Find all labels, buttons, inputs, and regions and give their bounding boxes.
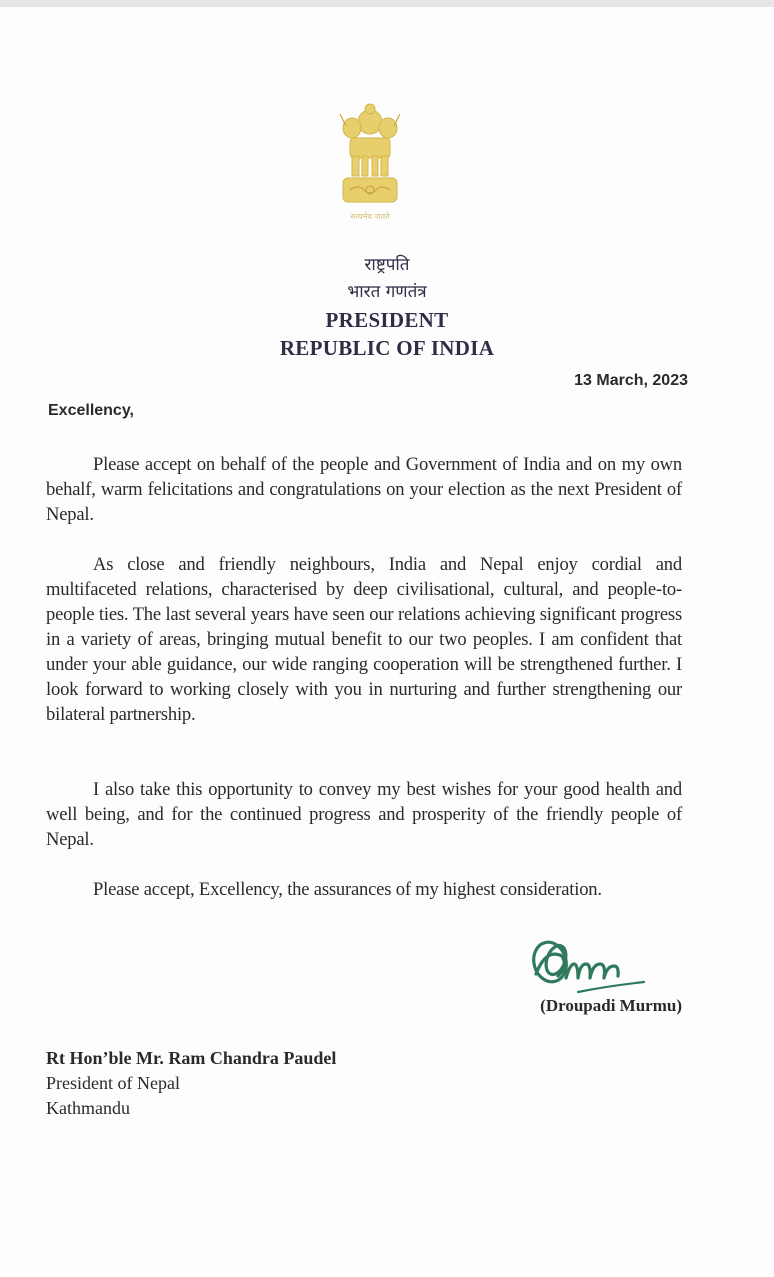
emblem-motto: सत्यमेव जयते — [350, 212, 390, 221]
national-emblem-icon — [332, 100, 408, 226]
letter-date: 13 March, 2023 — [574, 372, 688, 389]
salutation: Excellency, — [48, 402, 134, 419]
recipient-city: Kathmandu — [46, 1098, 130, 1118]
signature-icon — [528, 934, 658, 996]
paragraph-wishes: I also take this opportunity to convey my best wishes for your good health and well being, and for the continued progress and prosperity of the friendly people of Nepal. — [46, 779, 682, 850]
signer-name: (Droupadi Murmu) — [540, 996, 682, 1015]
paragraph-congratulations: Please accept on behalf of the people and Government of India and on my own behalf, warm felicitations and congratulations on your election as the next President of Nepal. — [46, 454, 682, 525]
top-bar — [0, 0, 774, 7]
recipient-title: President of Nepal — [46, 1073, 180, 1093]
letterhead-subtitle: REPUBLIC OF INDIA — [279, 336, 495, 360]
recipient-name: Rt Hon’ble Mr. Ram Chandra Paudel — [46, 1048, 337, 1068]
hindi-subtitle: भारत गणतंत्र — [347, 282, 427, 302]
paragraph-closing: Please accept, Excellency, the assurances of my highest consideration. — [93, 879, 602, 900]
paragraph-relations: As close and friendly neighbours, India and Nepal enjoy cordial and multifaceted relations, characterised by deep civilisational, cultural, and people-to-people ties. The last several years have seen our relations achieving significant progress in a variety of areas, bringing mutual benefit to our two peoples. I am confident that under your able guidance, our wide ranging cooperation will be strengthened further. I look forward to working closely with you in nurturing and further strengthening our bilateral partnership. — [46, 554, 682, 725]
letterhead-title: PRESIDENT — [325, 308, 449, 332]
recipient-block — [46, 1046, 336, 1121]
hindi-title: राष्ट्रपति — [364, 255, 410, 275]
